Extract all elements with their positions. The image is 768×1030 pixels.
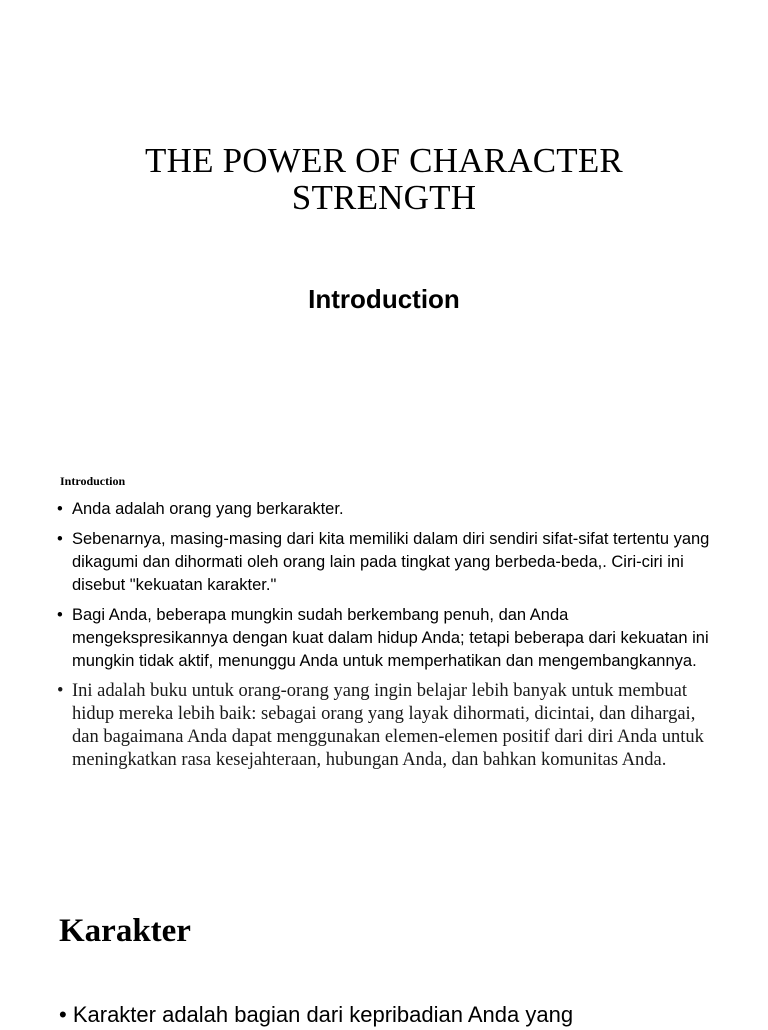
bullet-dot-icon: • bbox=[57, 500, 63, 518]
bullet-text: Karakter adalah bagian dari kepribadian Anda yang bbox=[72, 1002, 574, 1027]
bullet-dot-icon: • bbox=[59, 1002, 67, 1027]
bullet-text: Sebenarnya, masing-masing dari kita memiliki dalam diri sendiri sifat-sifat tertentu yang dikagumi dan dihormati oleh orang lain pada tingkat yang berbeda-beda,. Ciri-ciri ini disebut "kekuatan karakter." bbox=[72, 530, 710, 594]
bullet-text: Anda adalah orang yang berkarakter. bbox=[72, 500, 344, 518]
list-item bbox=[57, 528, 717, 597]
title-slide bbox=[0, 0, 768, 440]
bullet-dot-icon: • bbox=[57, 530, 63, 548]
karakter-slide bbox=[0, 900, 768, 1027]
bullet-list bbox=[57, 498, 717, 779]
bullet-text: Ini adalah buku untuk orang-orang yang ingin belajar lebih banyak untuk membuat hidup mereka lebih baik: sebagai orang yang layak dihormati, dicintai, dan dihargai, dan bagaimana Anda dapat menggunakan elemen-elemen positif dari diri Anda untuk meningkatkan rasa kesejahteraan, hubungan Anda, dan bahkan komunitas Anda. bbox=[72, 681, 704, 770]
list-item bbox=[57, 604, 717, 673]
list-item bbox=[59, 1000, 759, 1030]
list-item bbox=[57, 680, 717, 772]
bullet-dot-icon: • bbox=[57, 606, 63, 624]
intro-slide bbox=[0, 460, 768, 860]
slide-label: Introduction bbox=[60, 474, 126, 488]
bullet-text: Bagi Anda, beberapa mungkin sudah berkembang penuh, dan Anda mengekspresikannya dengan kuat dalam hidup Anda; tetapi beberapa dari kekuatan ini mungkin tidak aktif, menunggu Anda untuk memperhatikan dan mengembangkannya. bbox=[72, 606, 709, 670]
list-item bbox=[57, 498, 717, 521]
page-subtitle: Introduction bbox=[308, 284, 460, 314]
bullet-dot-icon: • bbox=[57, 681, 64, 701]
page-title bbox=[0, 142, 768, 216]
title-line-1: THE POWER OF CHARACTER bbox=[145, 141, 623, 180]
title-line-2: STRENGTH bbox=[291, 178, 477, 217]
section-title: Karakter bbox=[59, 913, 191, 949]
